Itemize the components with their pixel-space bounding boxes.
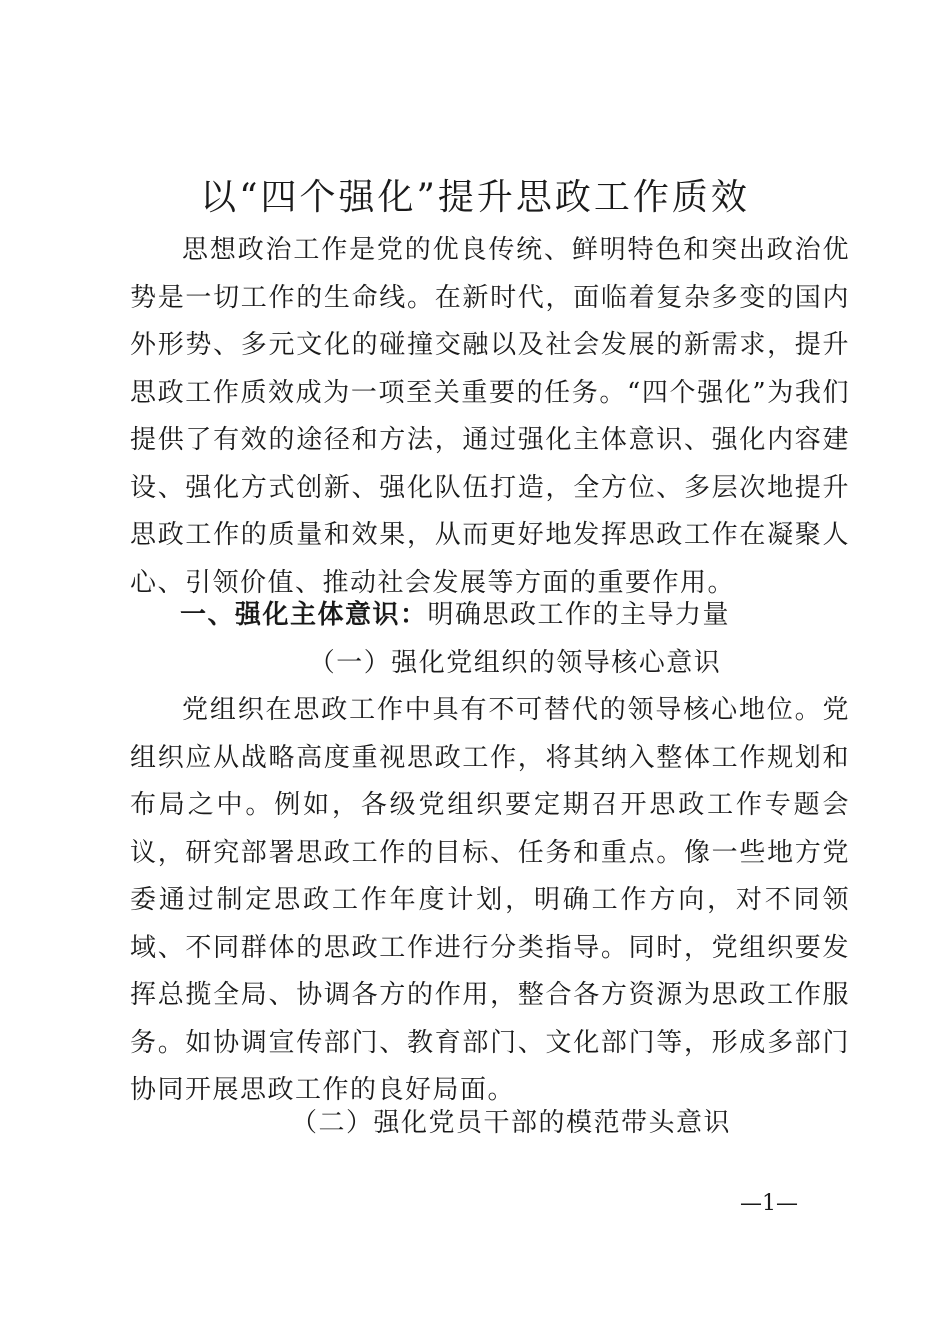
page-number: —1— (740, 1191, 798, 1216)
section-1-heading-rest: 明确思政工作的主导力量 (427, 600, 731, 630)
document-title: 以“四个强化”提升思政工作质效 (200, 177, 750, 218)
intro-paragraph: 思想政治工作是党的优良传统、鲜明特色和突出政治优势是一切工作的生命线。在新时代，面临着复杂多变的国内外形势、多元文化的碰撞交融以及社会发展的新需求，提升思政工作质效成为一项至关重要的任务。“四个强化”为我们提供了有效的途径和方法，通过强化主体意识、强化内容建设、强化方式创新、强化队伍打造，全方位、多层次地提升思政工作的质量和效果，从而更好地发挥思政工作在凝聚人心、引领价值、推动社会发展等方面的重要作用。 (130, 235, 850, 598)
subsection-1-paragraph: 党组织在思政工作中具有不可替代的领导核心地位。党组织应从战略高度重视思政工作，将其纳入整体工作规划和布局之中。例如，各级党组织要定期召开思政工作专题会议，研究部署思政工作的目标、任务和重点。像一些地方党委通过制定思政工作年度计划，明确工作方向，对不同领域、不同群体的思政工作进行分类指导。同时，党组织要发挥总揽全局、协调各方的作用，整合各方资源为思政工作服务。如协调宣传部门、教育部门、文化部门等，形成多部门协同开展思政工作的良好局面。 (130, 695, 850, 1105)
subsection-1-heading: （一）强化党组织的领导核心意识 (308, 648, 722, 678)
section-1-heading-bold: 一、强化主体意识： (180, 600, 428, 630)
section-1-heading (180, 592, 730, 639)
subsection-2-heading: （二）强化党员干部的模范带头意识 (290, 1108, 731, 1138)
